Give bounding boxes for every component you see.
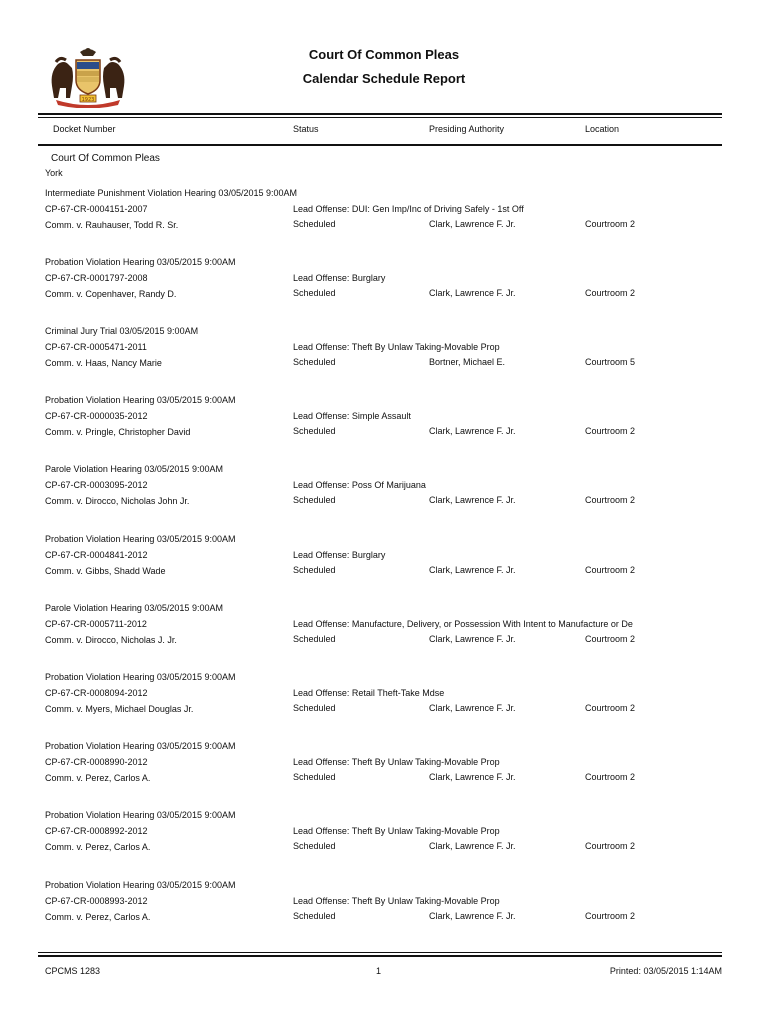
seal-year: 1923 bbox=[81, 97, 95, 103]
report-subtitle: Calendar Schedule Report bbox=[302, 71, 466, 86]
docket-number: CP-67-CR-0008992-2012 bbox=[45, 826, 148, 836]
presiding-judge: Bortner, Michael E. bbox=[429, 357, 506, 367]
case-status: Scheduled bbox=[293, 426, 336, 436]
header-rule-thin bbox=[38, 117, 722, 118]
presiding-judge: Clark, Lawrence F. Jr. bbox=[429, 426, 516, 436]
docket-number: CP-67-CR-0005711-2012 bbox=[45, 619, 147, 629]
presiding-judge: Clark, Lawrence F. Jr. bbox=[429, 495, 516, 505]
report-title: Court Of Common Pleas bbox=[308, 47, 460, 62]
presiding-judge: Clark, Lawrence F. Jr. bbox=[429, 841, 516, 851]
col-location: Location bbox=[585, 124, 620, 134]
lead-offense: Lead Offense: Manufacture, Delivery, or Possession With Intent to Manufacture or De bbox=[293, 619, 633, 629]
case-parties: Comm. v. Perez, Carlos A. bbox=[45, 912, 151, 922]
lead-offense: Lead Offense: Retail Theft-Take Mdse bbox=[293, 688, 445, 698]
courtroom: Courtroom 2 bbox=[585, 288, 636, 298]
docket-number: CP-67-CR-0004841-2012 bbox=[45, 550, 148, 560]
hearing-type-date: Probation Violation Hearing 03/05/2015 9:00AM bbox=[45, 672, 236, 682]
docket-number: CP-67-CR-0008990-2012 bbox=[45, 757, 148, 767]
lead-offense: Lead Offense: Poss Of Marijuana bbox=[293, 480, 426, 490]
case-parties: Comm. v. Pringle, Christopher David bbox=[45, 427, 191, 437]
case-status: Scheduled bbox=[293, 565, 336, 575]
docket-number: CP-67-CR-0008993-2012 bbox=[45, 896, 148, 906]
docket-number: CP-67-CR-0001797-2008 bbox=[45, 273, 148, 283]
case-status: Scheduled bbox=[293, 634, 336, 644]
column-header-rule bbox=[38, 144, 722, 146]
case-status: Scheduled bbox=[293, 219, 336, 229]
presiding-judge: Clark, Lawrence F. Jr. bbox=[429, 703, 516, 713]
courtroom: Courtroom 2 bbox=[585, 772, 636, 782]
hearing-type-date: Criminal Jury Trial 03/05/2015 9:00AM bbox=[45, 326, 199, 336]
lead-offense: Lead Offense: Theft By Unlaw Taking-Movable Prop bbox=[293, 896, 500, 906]
presiding-judge: Clark, Lawrence F. Jr. bbox=[429, 634, 516, 644]
county-label: York bbox=[45, 168, 63, 178]
lead-offense: Lead Offense: DUI: Gen Imp/Inc of Driving Safely - 1st Off bbox=[293, 204, 524, 214]
courtroom: Courtroom 2 bbox=[585, 911, 636, 921]
hearing-type-date: Probation Violation Hearing 03/05/2015 9:00AM bbox=[45, 534, 236, 544]
case-status: Scheduled bbox=[293, 288, 336, 298]
docket-number: CP-67-CR-0008094-2012 bbox=[45, 688, 148, 698]
courtroom: Courtroom 2 bbox=[585, 426, 636, 436]
case-parties: Comm. v. Myers, Michael Douglas Jr. bbox=[45, 704, 194, 714]
section-title: Court Of Common Pleas bbox=[51, 153, 160, 164]
case-status: Scheduled bbox=[293, 911, 336, 921]
case-parties: Comm. v. Rauhauser, Todd R. Sr. bbox=[45, 220, 179, 230]
lead-offense: Lead Offense: Theft By Unlaw Taking-Movable Prop bbox=[293, 342, 500, 352]
lead-offense: Lead Offense: Simple Assault bbox=[293, 411, 411, 421]
courtroom: Courtroom 2 bbox=[585, 565, 636, 575]
courtroom: Courtroom 2 bbox=[585, 495, 636, 505]
lead-offense: Lead Offense: Burglary bbox=[293, 273, 386, 283]
hearing-type-date: Probation Violation Hearing 03/05/2015 9:00AM bbox=[45, 741, 236, 751]
lead-offense: Lead Offense: Theft By Unlaw Taking-Movable Prop bbox=[293, 826, 500, 836]
page-number: 1 bbox=[376, 966, 382, 976]
case-status: Scheduled bbox=[293, 495, 336, 505]
case-parties: Comm. v. Dirocco, Nicholas J. Jr. bbox=[45, 635, 177, 645]
hearing-type-date: Probation Violation Hearing 03/05/2015 9:00AM bbox=[45, 810, 236, 820]
case-parties: Comm. v. Perez, Carlos A. bbox=[45, 842, 151, 852]
courtroom: Courtroom 2 bbox=[585, 841, 636, 851]
hearing-type-date: Parole Violation Hearing 03/05/2015 9:00AM bbox=[45, 603, 223, 613]
hearing-type-date: Intermediate Punishment Violation Hearing 03/05/2015 9:00AM bbox=[45, 188, 297, 198]
lead-offense: Lead Offense: Burglary bbox=[293, 550, 386, 560]
presiding-judge: Clark, Lawrence F. Jr. bbox=[429, 288, 516, 298]
presiding-judge: Clark, Lawrence F. Jr. bbox=[429, 219, 516, 229]
col-docket-number: Docket Number bbox=[53, 124, 116, 134]
case-status: Scheduled bbox=[293, 703, 336, 713]
case-parties: Comm. v. Gibbs, Shadd Wade bbox=[45, 566, 166, 576]
docket-number: CP-67-CR-0005471-2011 bbox=[45, 342, 147, 352]
courtroom: Courtroom 2 bbox=[585, 634, 636, 644]
header-rule-top bbox=[38, 113, 722, 115]
hearing-type-date: Parole Violation Hearing 03/05/2015 9:00AM bbox=[45, 464, 223, 474]
case-parties: Comm. v. Copenhaver, Randy D. bbox=[45, 289, 177, 299]
footer-rule bbox=[38, 955, 722, 957]
lead-offense: Lead Offense: Theft By Unlaw Taking-Movable Prop bbox=[293, 757, 500, 767]
case-status: Scheduled bbox=[293, 841, 336, 851]
docket-number: CP-67-CR-0004151-2007 bbox=[45, 204, 148, 214]
courtroom: Courtroom 5 bbox=[585, 357, 636, 367]
presiding-judge: Clark, Lawrence F. Jr. bbox=[429, 911, 516, 921]
courtroom: Courtroom 2 bbox=[585, 219, 636, 229]
case-status: Scheduled bbox=[293, 772, 336, 782]
courtroom: Courtroom 2 bbox=[585, 703, 636, 713]
case-parties: Comm. v. Perez, Carlos A. bbox=[45, 773, 151, 783]
form-id: CPCMS 1283 bbox=[45, 966, 101, 976]
presiding-judge: Clark, Lawrence F. Jr. bbox=[429, 565, 516, 575]
case-parties: Comm. v. Dirocco, Nicholas John Jr. bbox=[45, 496, 190, 506]
presiding-judge: Clark, Lawrence F. Jr. bbox=[429, 772, 516, 782]
printed-timestamp: Printed: 03/05/2015 1:14AM bbox=[609, 966, 722, 976]
hearing-type-date: Probation Violation Hearing 03/05/2015 9:00AM bbox=[45, 257, 236, 267]
hearing-type-date: Probation Violation Hearing 03/05/2015 9:00AM bbox=[45, 395, 236, 405]
case-parties: Comm. v. Haas, Nancy Marie bbox=[45, 358, 162, 368]
col-presiding-authority: Presiding Authority bbox=[429, 124, 505, 134]
docket-number: CP-67-CR-0003095-2012 bbox=[45, 480, 148, 490]
hearing-type-date: Probation Violation Hearing 03/05/2015 9:00AM bbox=[45, 880, 236, 890]
col-status: Status bbox=[293, 124, 319, 134]
footer-rule-thin bbox=[38, 952, 722, 953]
docket-number: CP-67-CR-0000035-2012 bbox=[45, 411, 148, 421]
case-status: Scheduled bbox=[293, 357, 336, 367]
